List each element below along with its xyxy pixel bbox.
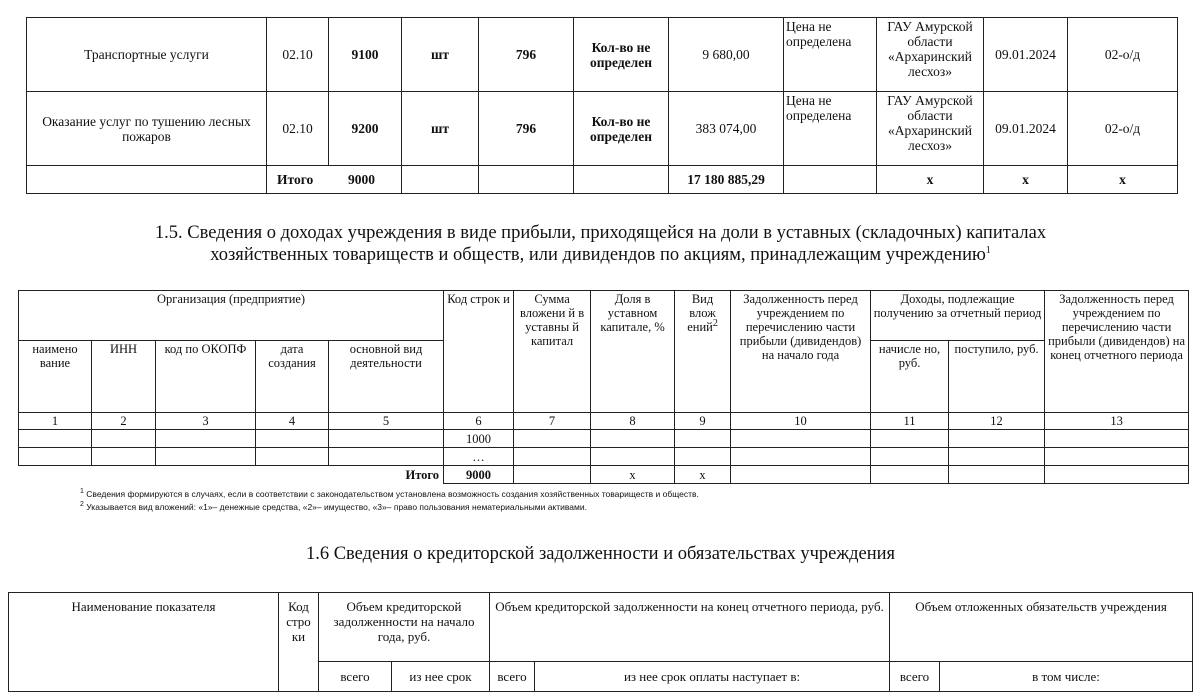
including-header: в том числе: bbox=[940, 662, 1193, 692]
table-row bbox=[27, 92, 1178, 166]
date: 09.01.2024 bbox=[984, 92, 1068, 166]
row-code: 1000 bbox=[444, 430, 514, 448]
activity-header: основной вид деятельности bbox=[329, 341, 444, 413]
unit: шт bbox=[402, 92, 479, 166]
received-header: поступило, руб. bbox=[949, 341, 1045, 413]
column-numbers-row: 1 2 3 4 5 6 7 8 9 10 11 12 13 bbox=[19, 413, 1189, 430]
line-code: 9100 bbox=[329, 18, 402, 92]
debt-start-header: Задолженность перед учреждением по перечислению части прибыли (дивидендов) на начало года bbox=[731, 291, 871, 413]
dividends-table bbox=[18, 290, 1189, 484]
total-label: Итого bbox=[19, 466, 444, 484]
total-x: х bbox=[1068, 166, 1178, 194]
org-header: Организация (предприятие) bbox=[19, 291, 444, 341]
quantity: Кол-во не определен bbox=[574, 92, 669, 166]
organization: ГАУ Амурской области «Архаринский лесхоз» bbox=[877, 92, 984, 166]
total-line-code: 9000 bbox=[444, 466, 514, 484]
row-dots: … bbox=[444, 448, 514, 466]
services-table bbox=[26, 17, 1178, 194]
deferred-header: Объем отложенных обязательств учреждения bbox=[890, 593, 1193, 662]
okei-code: 796 bbox=[479, 18, 574, 92]
accrued-header: начисле но, руб. bbox=[871, 341, 949, 413]
total-x: х bbox=[675, 466, 731, 484]
total-x: х bbox=[877, 166, 984, 194]
table-row bbox=[27, 18, 1178, 92]
service-name: Транспортные услуги bbox=[27, 18, 267, 92]
due-header: из нее срок оплаты наступает в: bbox=[535, 662, 890, 692]
line-code: 9200 bbox=[329, 92, 402, 166]
service-name: Оказание услуг по тушению лесных пожаров bbox=[27, 92, 267, 166]
creditor-table bbox=[8, 592, 1193, 692]
footnote-1: $^1$ Сведения формируются в случаях, если в соответствии с законодательством установлена возможность создания хозяйственных товариществ и обществ. bbox=[80, 488, 699, 499]
okei-code: 796 bbox=[479, 92, 574, 166]
line-code-header: Код стро ки bbox=[279, 593, 319, 692]
amount: 383 074,00 bbox=[669, 92, 784, 166]
footnote-2: $^2$ Указывается вид вложений: «1»– денежные средства, «2»– имущество, «3»– право пользования нематериальными активами. bbox=[80, 501, 587, 512]
price: Цена не определена bbox=[784, 18, 877, 92]
start-header: Объем кредиторской задолженности на начало года, руб. bbox=[319, 593, 490, 662]
total-amount: 17 180 885,29 bbox=[669, 166, 784, 194]
invest-type-header: Вид влож ений$^2$ bbox=[675, 291, 731, 413]
organization: ГАУ Амурской области «Архаринский лесхоз» bbox=[877, 18, 984, 92]
line-code-header: Код строк и bbox=[444, 291, 514, 413]
total-header: всего bbox=[890, 662, 940, 692]
total-line-code: 9000 bbox=[348, 172, 375, 187]
total-label: Итого bbox=[277, 172, 314, 187]
invest-sum-header: Сумма вложени й в уставны й капитал bbox=[514, 291, 591, 413]
indicator-header: Наименование показателя bbox=[9, 593, 279, 692]
price: Цена не определена bbox=[784, 92, 877, 166]
form-code: 02-о/д bbox=[1068, 18, 1178, 92]
total-header: всего bbox=[319, 662, 392, 692]
form-code: 02-о/д bbox=[1068, 92, 1178, 166]
debt-end-header: Задолженность перед учреждением по перечислению части прибыли (дивидендов) на конец отчетного периода bbox=[1045, 291, 1189, 413]
end-header: Объем кредиторской задолженности на конец отчетного периода, руб. bbox=[490, 593, 890, 662]
total-x: х bbox=[591, 466, 675, 484]
name-header: наимено вание bbox=[19, 341, 92, 413]
inn-header: ИНН bbox=[92, 341, 156, 413]
section-1-5-title: 1.5. Сведения о доходах учреждения в виде прибыли, приходящейся на доли в уставных (складочных) капиталах хозяйственных товариществ и обществ, или дивидендов по акциям, принадлежащим учреждению$^1$ bbox=[154, 223, 1047, 265]
income-header: Доходы, подлежащие получению за отчетный период bbox=[871, 291, 1045, 341]
table-row bbox=[19, 448, 1189, 466]
date: 09.01.2024 bbox=[984, 18, 1068, 92]
total-x: х bbox=[984, 166, 1068, 194]
overdue-header: из нее срок bbox=[392, 662, 490, 692]
total-header: всего bbox=[490, 662, 535, 692]
unit: шт bbox=[402, 18, 479, 92]
quantity: Кол-во не определен bbox=[574, 18, 669, 92]
okopf-header: код по ОКОПФ bbox=[156, 341, 256, 413]
date-header: дата создания bbox=[256, 341, 329, 413]
total-row bbox=[19, 466, 1189, 484]
share-header: Доля в уставном капитале, % bbox=[591, 291, 675, 413]
service-code: 02.10 bbox=[267, 18, 329, 92]
section-1-6-title: 1.6 Сведения о кредиторской задолженности и обязательствах учреждения bbox=[305, 544, 896, 564]
service-code: 02.10 bbox=[267, 92, 329, 166]
total-row bbox=[27, 166, 1178, 194]
amount: 9 680,00 bbox=[669, 18, 784, 92]
table-row bbox=[19, 430, 1189, 448]
